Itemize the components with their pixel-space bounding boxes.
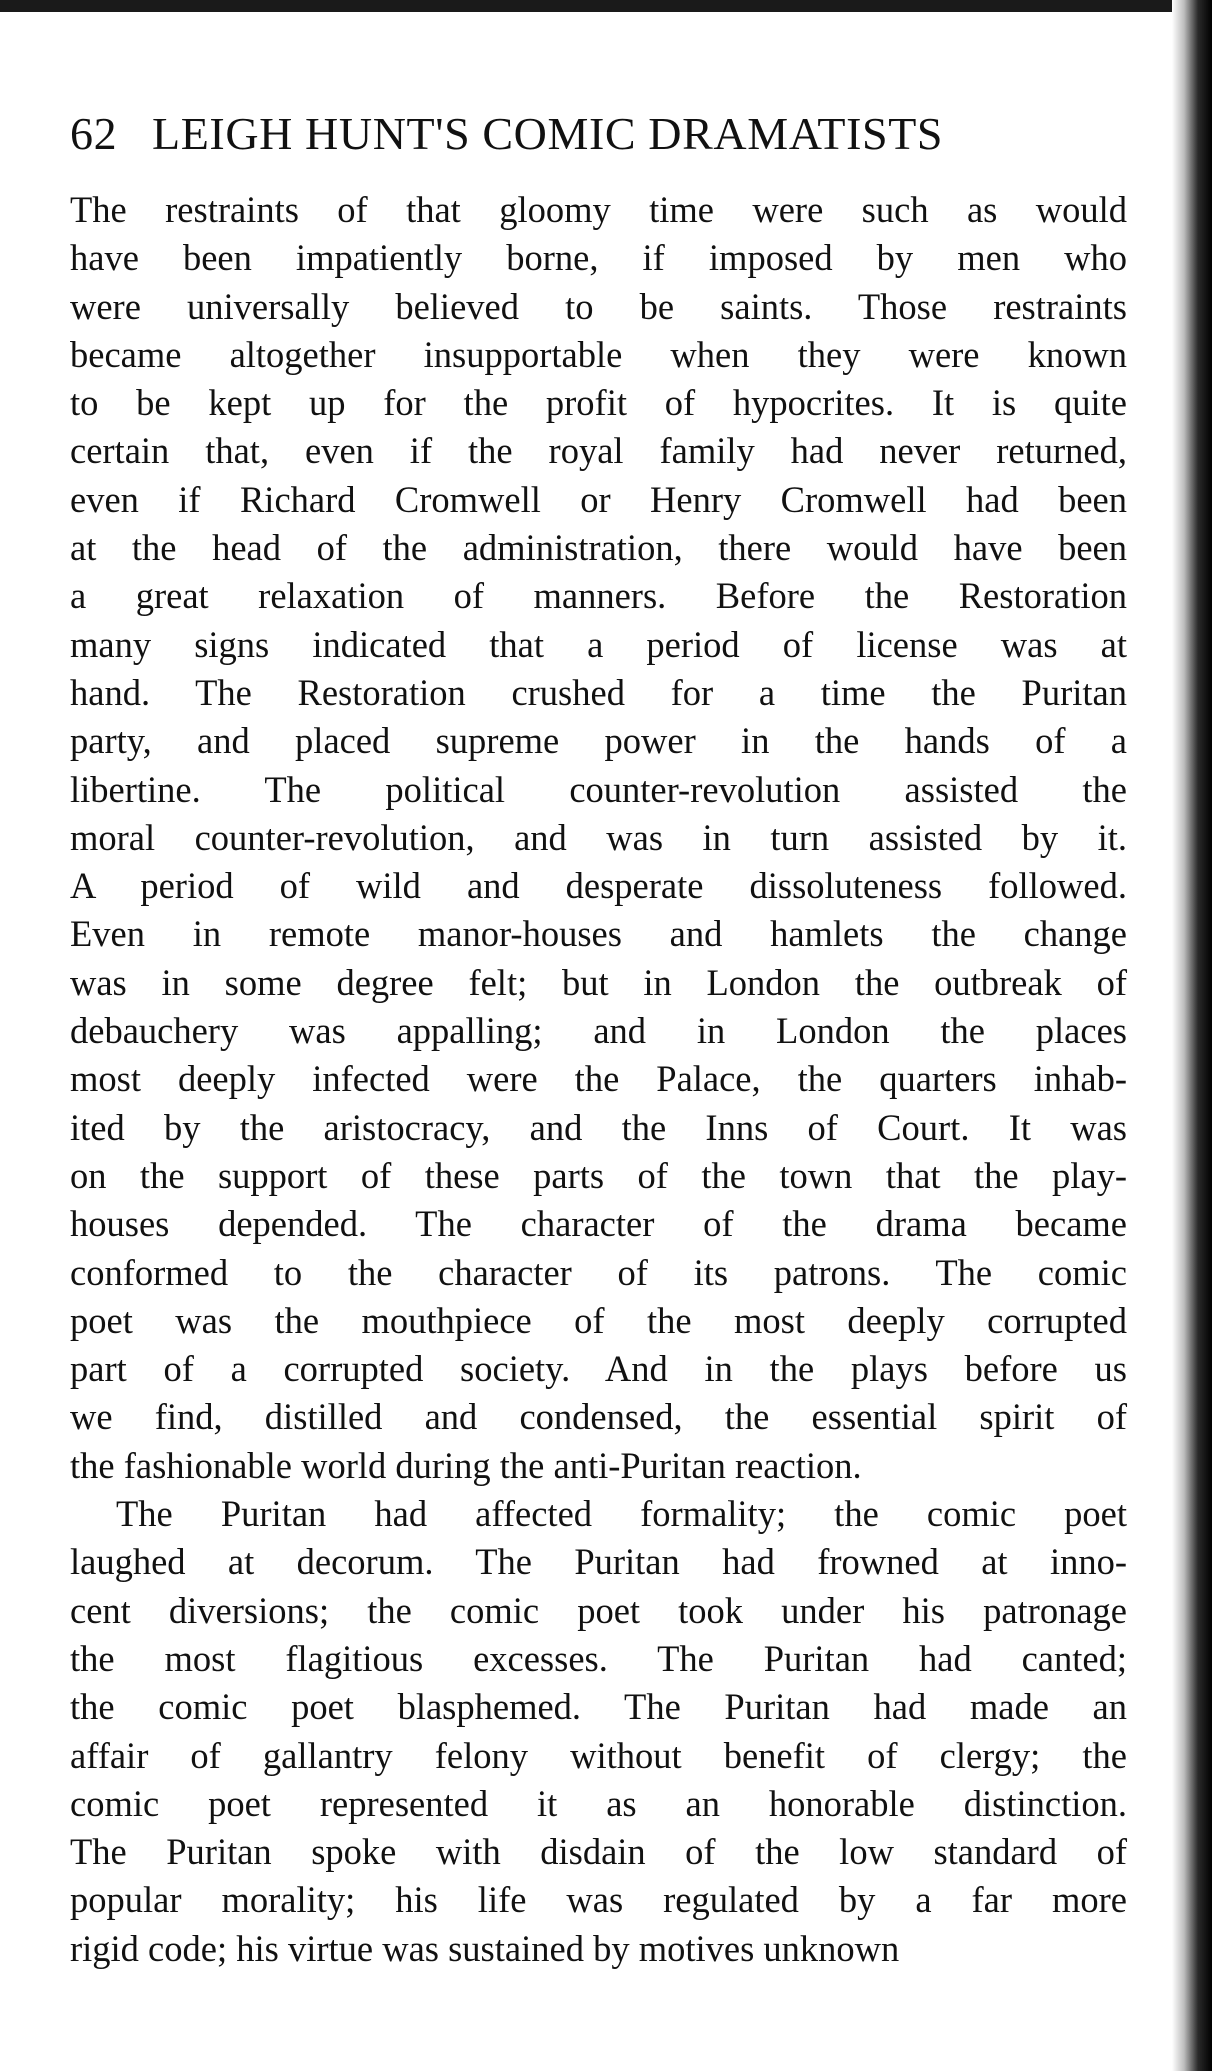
text-line: the comic poet blasphemed. The Puritan had made an — [70, 1686, 1127, 1728]
top-border — [0, 0, 1212, 12]
page-number: 62 — [70, 108, 118, 159]
paragraph-1 — [70, 186, 1127, 1490]
text-line: moral counter-revolution, and was in turn assisted by it. — [70, 816, 1127, 858]
text-line: hand. The Restoration crushed for a time the Puritan — [70, 671, 1127, 713]
text-line: affair of gallantry felony without benefit of clergy; the — [70, 1734, 1127, 1776]
text-line: The restraints of that gloomy time were such as would — [70, 189, 1127, 230]
text-line: to be kept up for the profit of hypocrites. It is quite — [70, 382, 1127, 424]
text-line: Even in remote manor-houses and hamlets the change — [70, 913, 1127, 955]
text-line: conformed to the character of its patrons. The comic — [70, 1251, 1127, 1293]
text-line: A period of wild and desperate dissoluteness followed. — [70, 865, 1127, 907]
text-line: have been impatiently borne, if imposed by men who — [70, 237, 1127, 279]
text-line: party, and placed supreme power in the hands of a — [70, 720, 1127, 762]
text-line: popular morality; his life was regulated by a far more — [70, 1879, 1127, 1921]
text-line: debauchery was appalling; and in London the places — [70, 1010, 1127, 1052]
body-text — [70, 186, 1127, 1973]
text-line: laughed at decorum. The Puritan had frowned at inno- — [70, 1541, 1127, 1583]
text-line: many signs indicated that a period of license was at — [70, 623, 1127, 665]
text-line: was in some degree felt; but in London the outbreak of — [70, 961, 1127, 1003]
text-line: the most flagitious excesses. The Puritan had canted; — [70, 1637, 1127, 1679]
text-line: certain that, even if the royal family had never returned, — [70, 430, 1127, 472]
page-edge-shadow — [1172, 0, 1212, 2071]
text-line: became altogether insupportable when they were known — [70, 333, 1127, 375]
text-line: at the head of the administration, there would have been — [70, 527, 1127, 569]
text-line: part of a corrupted society. And in the plays before us — [70, 1348, 1127, 1390]
text-line: even if Richard Cromwell or Henry Cromwell had been — [70, 478, 1127, 520]
text-line: on the support of these parts of the town that the play- — [70, 1154, 1127, 1196]
text-line: The Puritan spoke with disdain of the low standard of — [70, 1831, 1127, 1873]
text-line: were universally believed to be saints. Those restraints — [70, 285, 1127, 327]
text-line: comic poet represented it as an honorable distinction. — [70, 1782, 1127, 1824]
text-line: a great relaxation of manners. Before the Restoration — [70, 575, 1127, 617]
running-title: LEIGH HUNT'S COMIC DRAMATISTS — [152, 108, 944, 159]
paragraph-2 — [70, 1490, 1127, 1973]
text-line: rigid code; his virtue was sustained by motives unknown — [70, 1927, 900, 1969]
text-line: cent diversions; the comic poet took under his patronage — [70, 1589, 1127, 1631]
text-line: the fashionable world during the anti-Puritan reaction. — [70, 1444, 862, 1486]
text-line: The Puritan had affected formality; the comic poet — [116, 1493, 1127, 1535]
running-header — [70, 104, 1130, 164]
text-line: poet was the mouthpiece of the most deeply corrupted — [70, 1299, 1127, 1341]
text-line: libertine. The political counter-revolution assisted the — [70, 768, 1127, 810]
text-line: houses depended. The character of the drama became — [70, 1203, 1127, 1245]
text-line: ited by the aristocracy, and the Inns of Court. It was — [70, 1106, 1127, 1148]
text-line: we find, distilled and condensed, the essential spirit of — [70, 1396, 1127, 1438]
text-line: most deeply infected were the Palace, the quarters inhab- — [70, 1058, 1127, 1100]
